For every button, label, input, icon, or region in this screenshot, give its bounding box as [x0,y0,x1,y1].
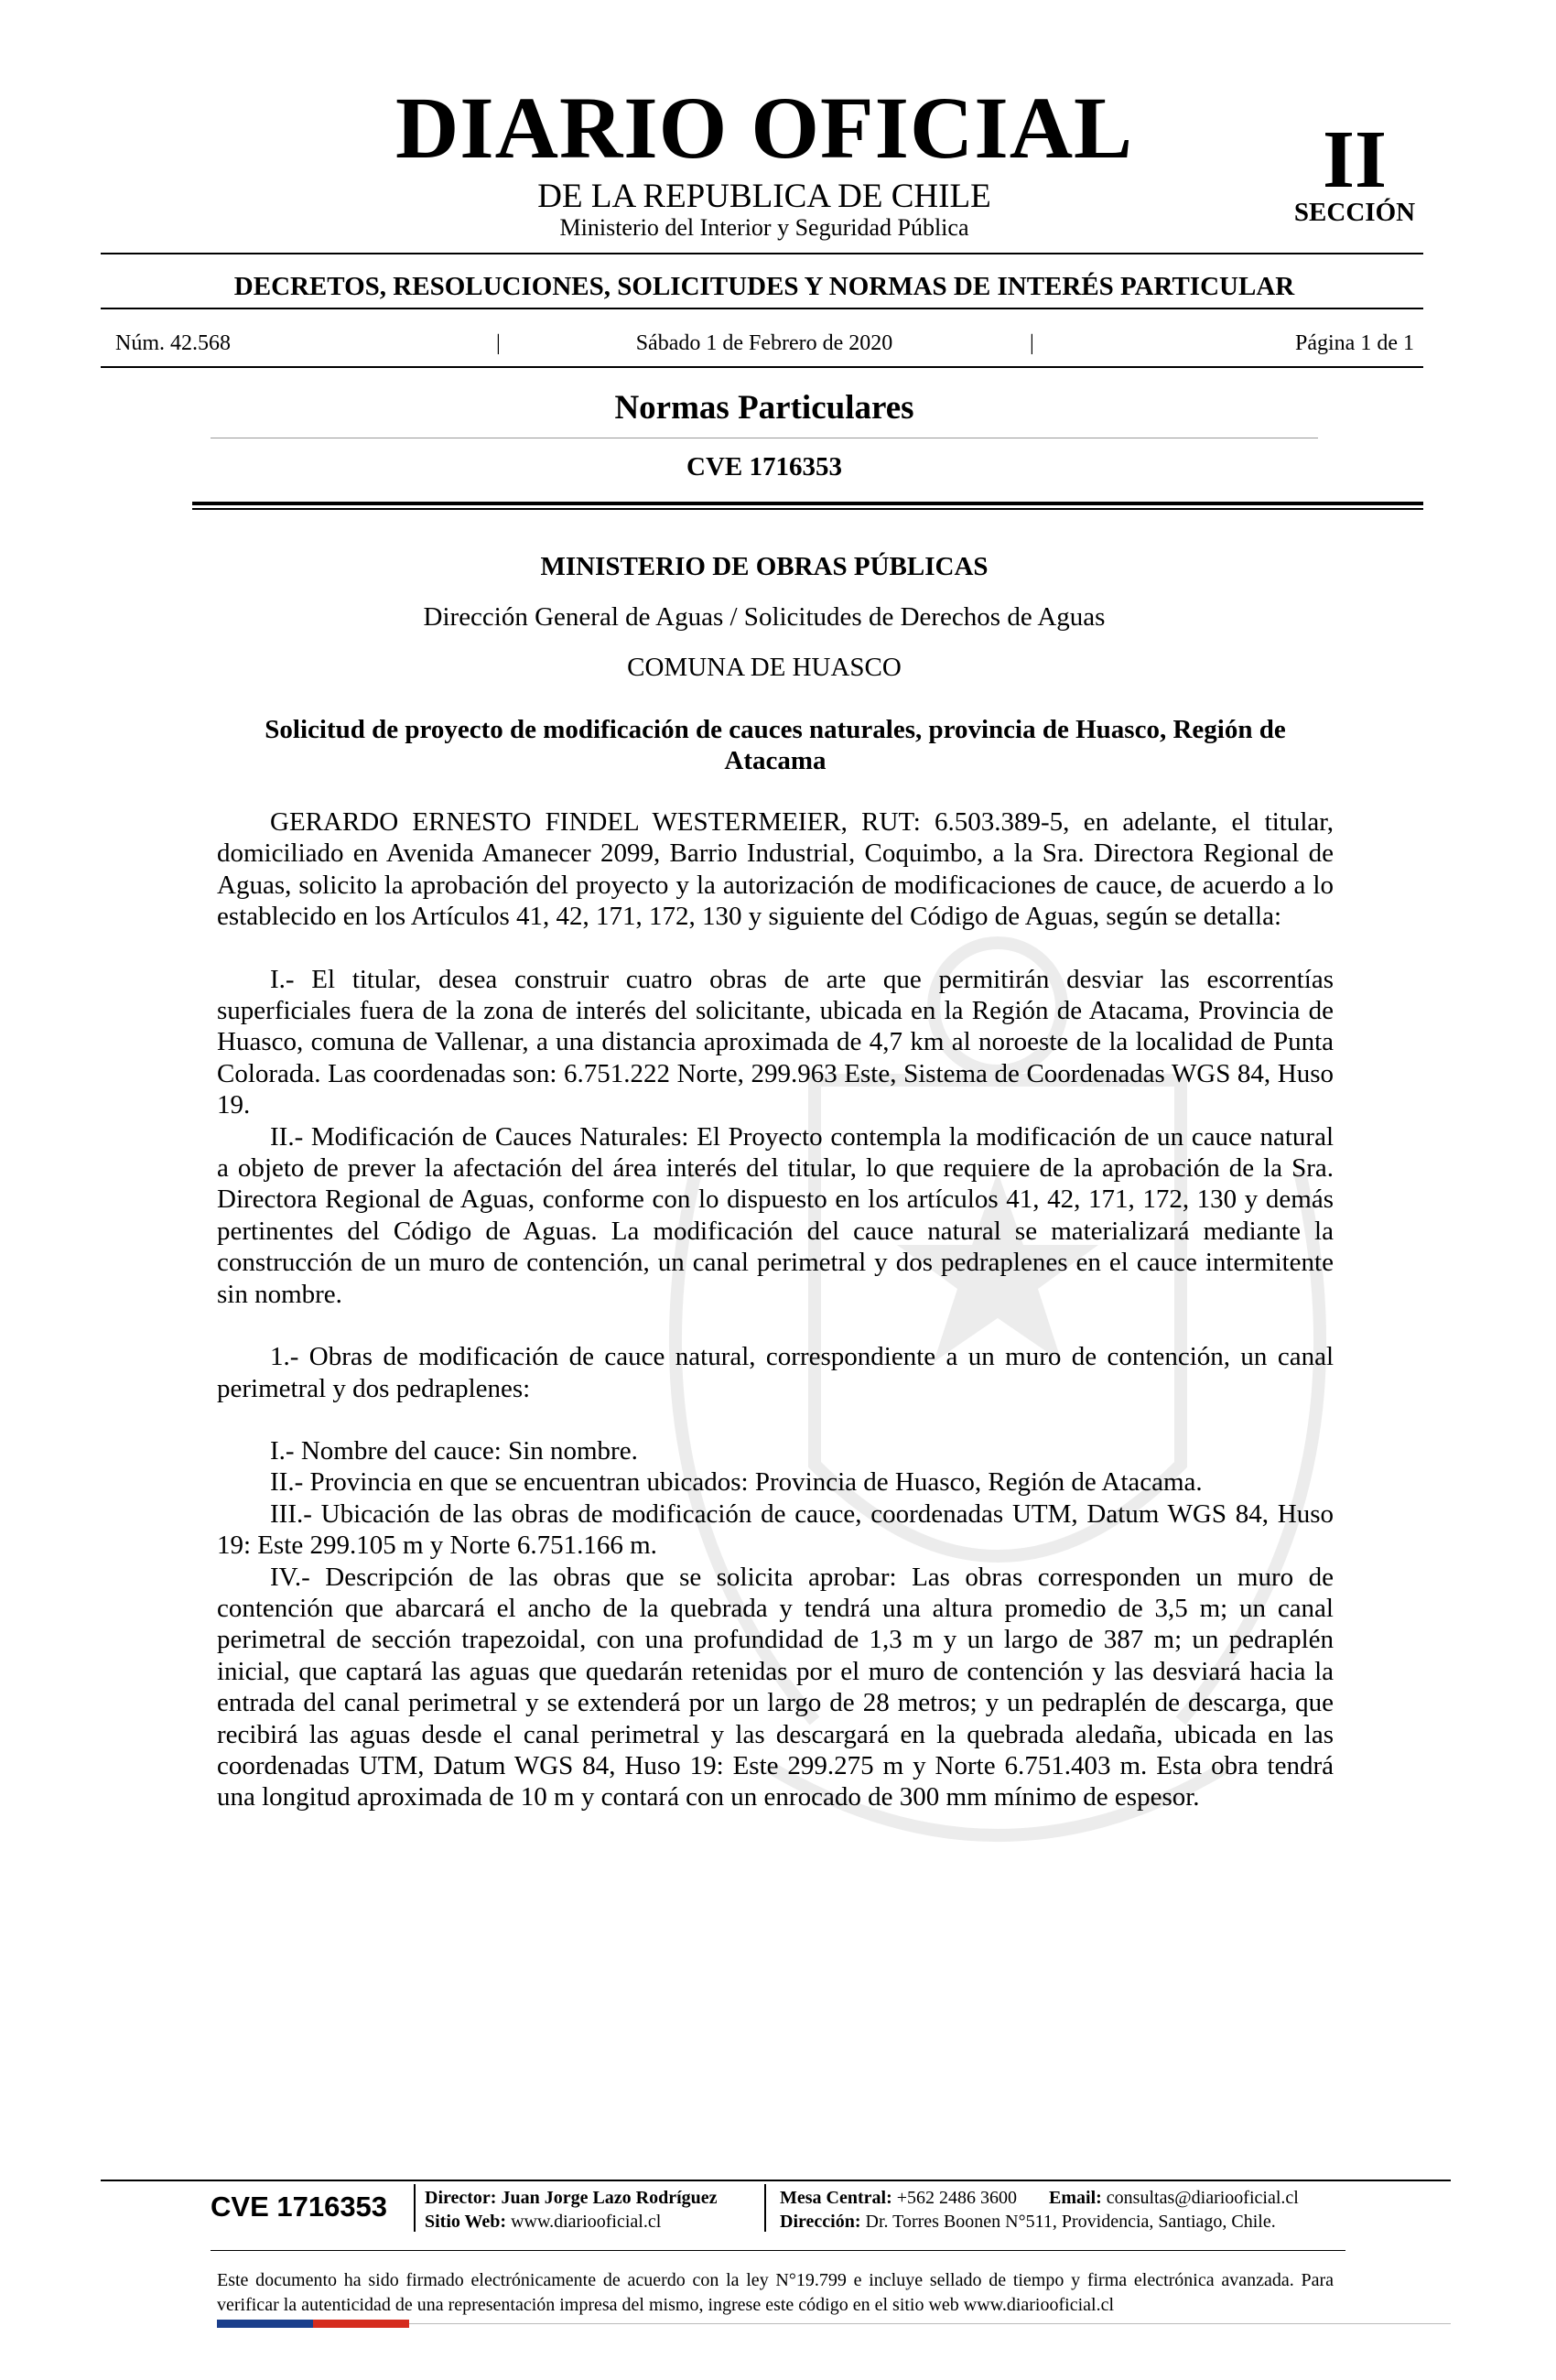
document-commune: COMUNA DE HUASCO [627,653,902,682]
flag-stripe-blue [217,2320,313,2328]
item-location: III.- Ubicación de las obras de modificación de cauce, coordenadas UTM, Datum WGS 84, Huso 19: Este 299.105 m y Norte 6.751.166 m. [217,1498,1334,1561]
address-value: Dr. Torres Boonen N°511, Providencia, Santiago, Chile. [865,2212,1276,2232]
infobar-rule [101,366,1423,368]
page-indicator: Página 1 de 1 [1295,331,1414,355]
masthead-title: DIARIO OFICIAL [394,79,1134,177]
item-channel-name: I.- Nombre del cauce: Sin nombre. [270,1435,638,1466]
flag-stripe-line [409,2323,1451,2324]
section-title: Normas Particulares [614,389,914,427]
header-double-rule [192,502,1423,505]
section-number: II [1322,114,1388,205]
phone-value: +562 2486 3600 [896,2188,1018,2208]
email-link[interactable]: consultas@diariooficial.cl [1106,2188,1299,2208]
masthead-ministry: Ministerio del Interior y Seguridad Pública [559,214,969,241]
document-body [217,806,1334,1813]
director-name: Juan Jorge Lazo Rodríguez [501,2188,718,2208]
flag-stripe-red [313,2320,409,2328]
masthead-subtitle: DE LA REPUBLICA DE CHILE [537,178,991,215]
footer-divider-2 [764,2184,766,2232]
footer-rule [101,2180,1451,2181]
infobar-separator-left: | [496,331,501,355]
paragraph-section-2: II.- Modificación de Cauces Naturales: El Proyecto contempla la modificación de un cauce natural a objeto de prever la afectación del área interés del titular, lo que requiere de la aprobación de la Sra. Directora Regional de Aguas, conforme con lo dispuesto en los artículos 41, 42, 171, 172, 130 y demás pertinentes del Código de Aguas. La modificación del cauce natural se materializará mediante la construcción de un muro de contención, un canal perimetral y dos pedraplenes en el cauce intermitente sin nombre. [217,1121,1334,1309]
phone-label: Mesa Central: [780,2188,892,2208]
document-ministry: MINISTERIO DE OBRAS PÚBLICAS [540,552,989,581]
category-rule [101,308,1423,309]
site-label: Sitio Web: [425,2212,507,2232]
category-heading: DECRETOS, RESOLUCIONES, SOLICITUDES Y NORMAS DE INTERÉS PARTICULAR [233,272,1295,301]
footer-divider-1 [414,2184,416,2232]
document-agency: Dirección General de Aguas / Solicitudes de Derechos de Aguas [423,602,1106,632]
paragraph-works: 1.- Obras de modificación de cauce natural, correspondiente a un muro de contención, un canal perimetral y dos pedraplenes: [217,1342,1334,1403]
section-label: SECCIÓN [1293,198,1416,227]
footer-disclaimer: Este documento ha sido firmado electrónicamente de acuerdo con la ley N°19.799 e incluye sellado de tiempo y firma electrónica avanzada. Para verificar la autenticidad de una representación impresa del mismo, ingrese este código en el sitio web www.diariooficial.cl [217,2270,1334,2315]
address-label: Dirección: [780,2212,861,2232]
footer-contact [780,2186,1299,2234]
item-province: II.- Provincia en que se encuentran ubicados: Provincia de Huasco, Región de Atacama. [270,1467,1203,1498]
header-double-rule-thin [192,508,1423,510]
paragraph-intro: GERARDO ERNESTO FINDEL WESTERMEIER, RUT: 6.503.389-5, en adelante, el titular, domiciliado en Avenida Amanecer 2099, Barrio Industrial, Coquimbo, a la Sra. Directora Regional de Aguas, solicito la aprobación del proyecto y la autorización de modificaciones de cauce, de acuerdo a lo establecido en los Artículos 41, 42, 171, 172, 130 y siguiente del Código de Aguas, según se detalla: [217,807,1334,932]
document-title: Solicitud de proyecto de modificación de cauces naturales, provincia de Huasco, Región de Atacama [265,715,1286,775]
footer-cve: CVE 1716353 [211,2191,388,2223]
item-description: IV.- Descripción de las obras que se solicita aprobar: Las obras corresponden un muro de contención que abarcará el ancho de la quebrada y tendrá una altura promedio de 3,5 m; un canal perimetral de sección trapezoidal, con una profundidad de 1,3 m y un largo de 387 m; un pedraplén inicial, que captará las aguas que quedarán retenidas por el muro de contención y las desviará hacia la entrada del canal perimetral y se extenderá por un largo de 28 metros; y un pedraplén de descarga, que recibirá las aguas desde el canal perimetral y las descargará en la quebrada aledaña, ubicada en las coordenadas UTM, Datum WGS 84, Huso 19: Este 299.275 m y Norte 6.751.403 m. Esta obra tendrá una longitud aproximada de 10 m y contará con un enrocado de 300 mm mínimo de espesor. [217,1562,1334,1812]
masthead-rule [101,253,1423,254]
infobar-separator-right: | [1030,331,1034,355]
email-label: Email: [1049,2188,1102,2208]
cve-code: CVE 1716353 [686,452,842,481]
footer-rule-lower [211,2250,1345,2251]
footer-director [425,2186,718,2234]
director-label: Director: [425,2188,497,2208]
site-link[interactable]: www.diariooficial.cl [511,2212,662,2232]
paragraph-section-1: I.- El titular, desea construir cuatro obras de arte que permitirán desviar las escorrentías superficiales fuera de la zona de interés del solicitante, ubicada en la Región de Atacama, Provincia de Huasco, comuna de Vallenar, a una distancia aproximada de 4,7 km al noroeste de la localidad de Punta Colorada. Las coordenadas son: 6.751.222 Norte, 299.963 Este, Sistema de Coordenadas WGS 84, Huso 19. [217,964,1334,1120]
issue-number: Núm. 42.568 [115,331,231,355]
issue-date: Sábado 1 de Febrero de 2020 [635,331,893,355]
